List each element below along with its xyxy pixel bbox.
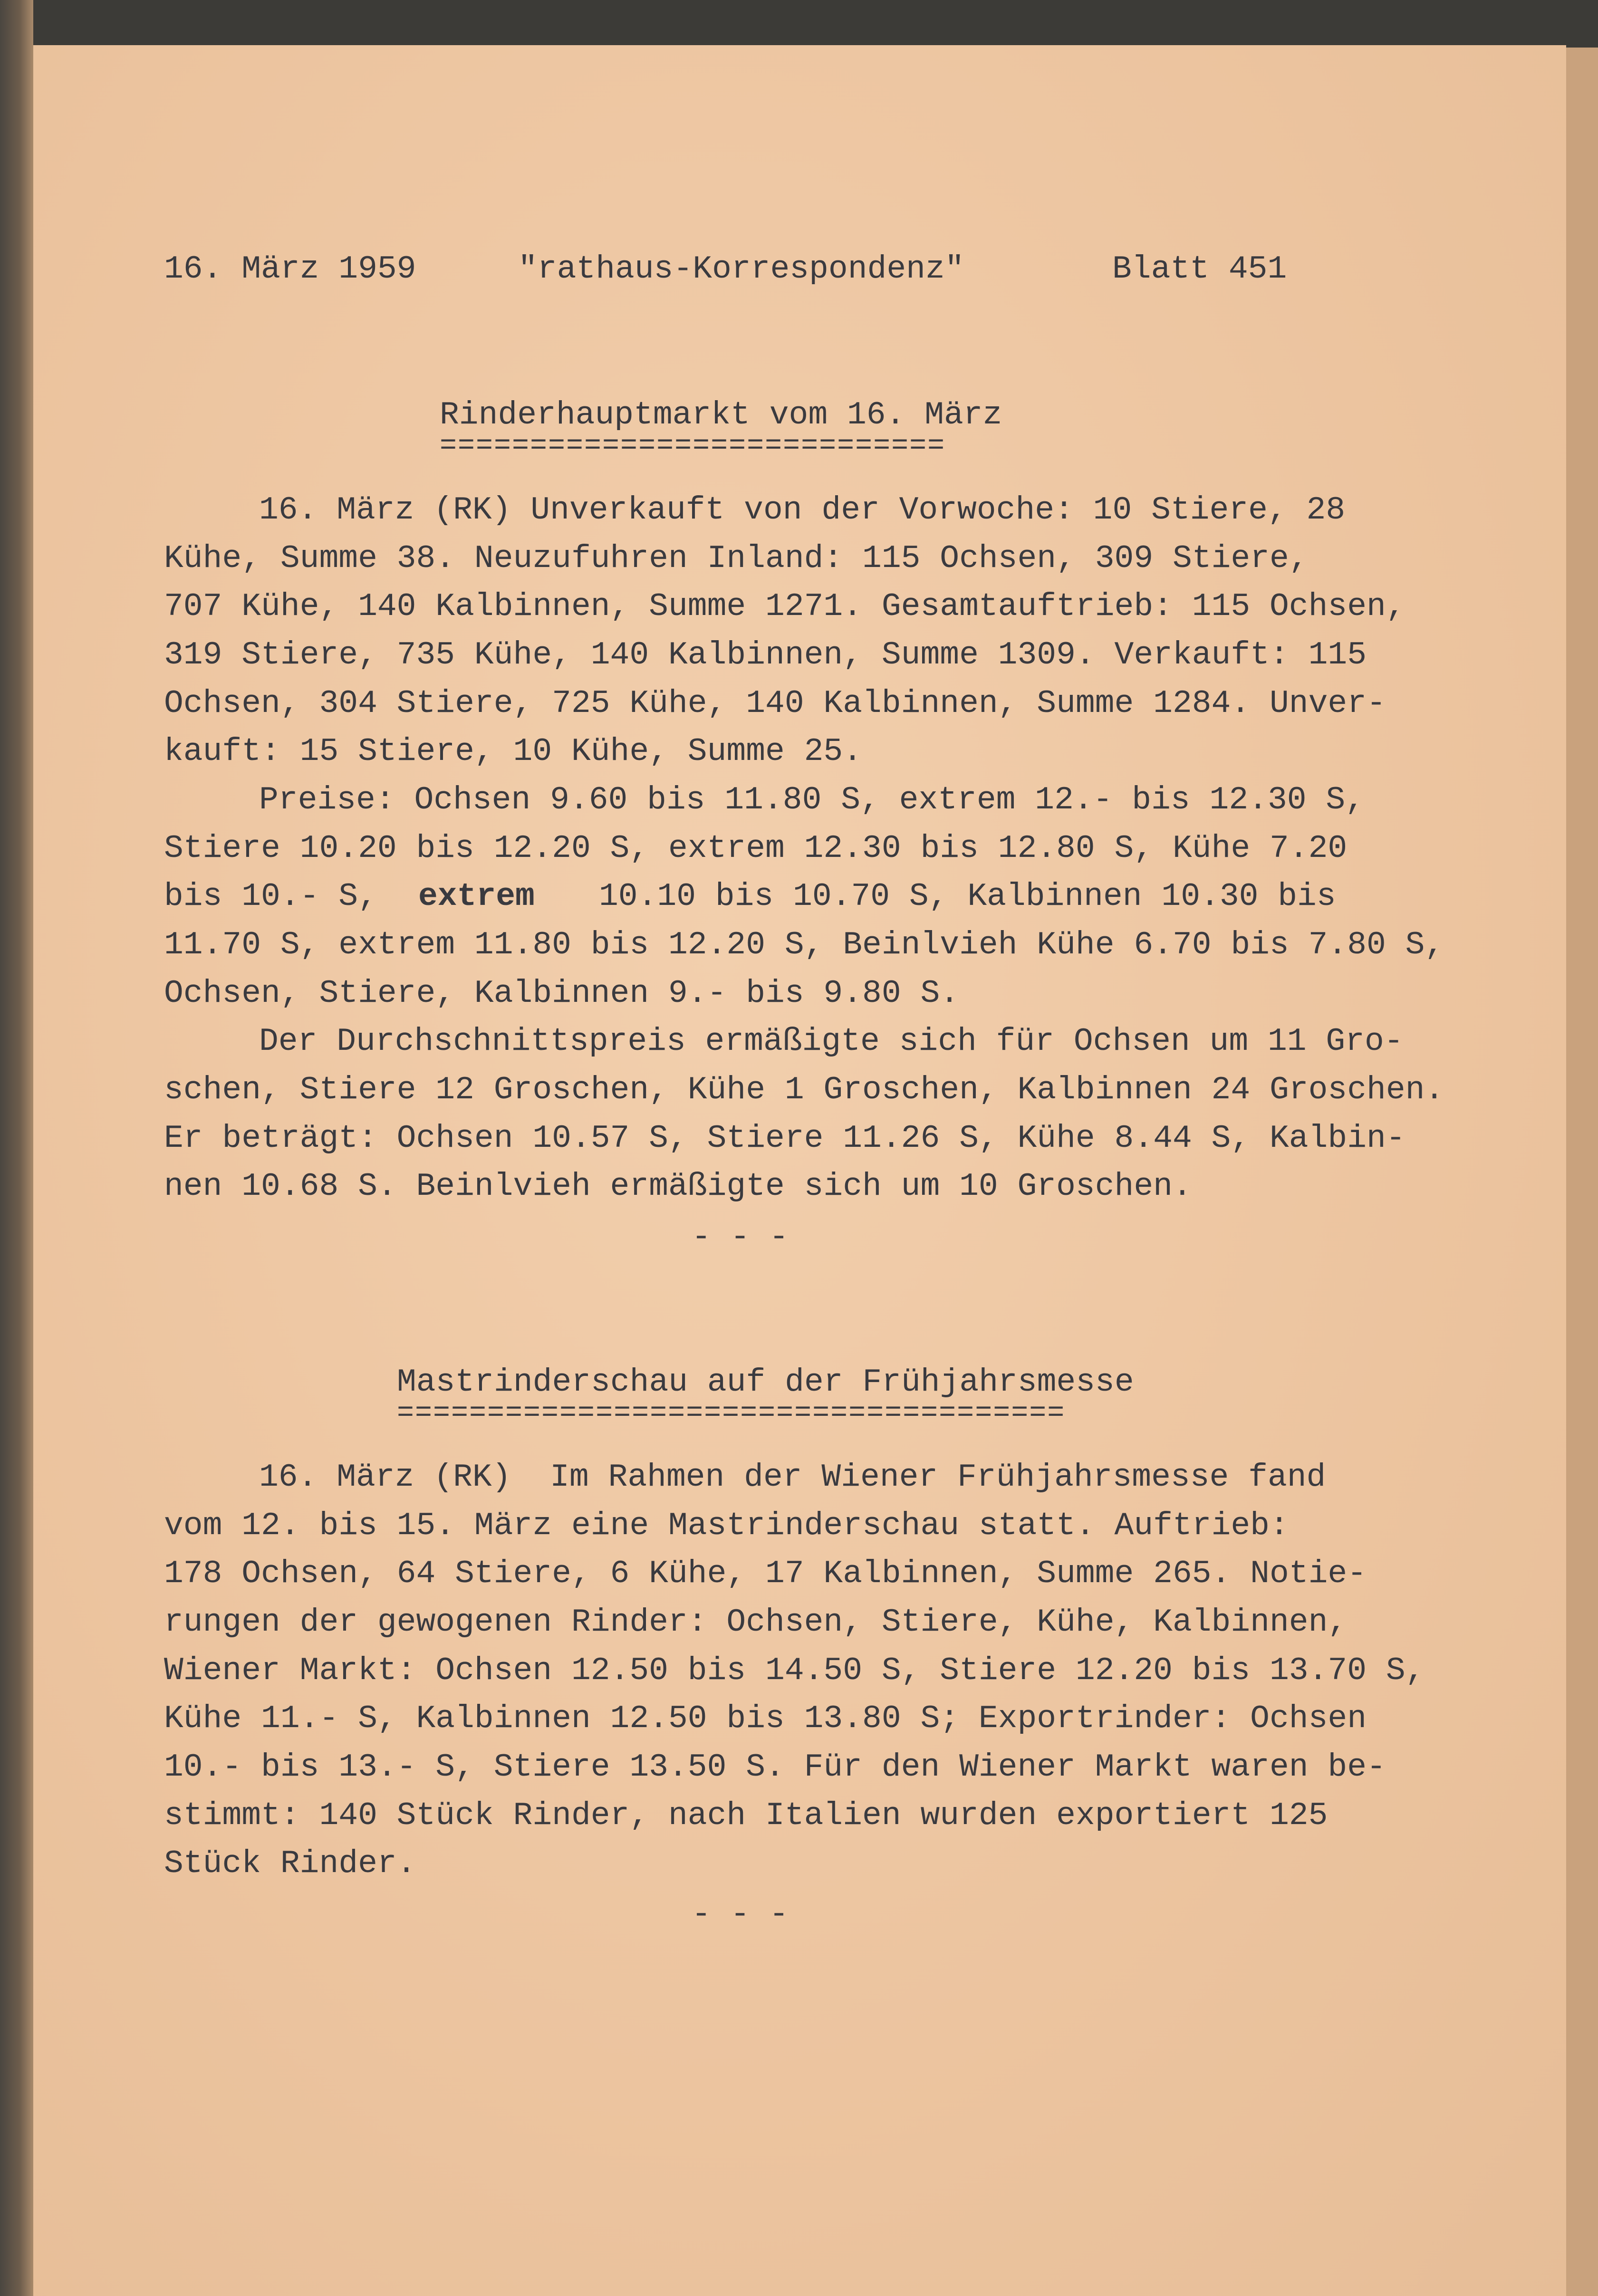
article2-line: 10.- bis 13.- S, Stiere 13.50 S. Für den Wiener Markt waren be- [164, 1749, 1386, 1786]
article1-line: 11.70 S, extrem 11.80 bis 12.20 S, Beinlvieh Kühe 6.70 bis 7.80 S, [164, 927, 1444, 963]
header-publication: "rathaus-Korrespondenz" [518, 251, 964, 288]
article1-separator: - - - [692, 1219, 789, 1256]
article2-title-underline: ===================================== [397, 1397, 1066, 1430]
article1-line-bold-extrem: extrem [418, 878, 535, 915]
article2-line: 178 Ochsen, 64 Stiere, 6 Kühe, 17 Kalbinnen, Summe 265. Notie- [164, 1556, 1367, 1592]
article1-line: Preise: Ochsen 9.60 bis 11.80 S, extrem 12.- bis 12.30 S, [259, 782, 1365, 818]
article2-line: 16. März (RK) Im Rahmen der Wiener Frühjahrsmesse fand [259, 1459, 1326, 1496]
article1-line: 16. März (RK) Unverkauft von der Vorwoche: 10 Stiere, 28 [259, 492, 1346, 528]
article1-line: nen 10.68 S. Beinlvieh ermäßigte sich um 10 Groschen. [164, 1168, 1192, 1205]
article1-line: schen, Stiere 12 Groschen, Kühe 1 Groschen, Kalbinnen 24 Groschen. [164, 1072, 1444, 1108]
article2-line: vom 12. bis 15. März eine Mastrinderschau statt. Auftrieb: [164, 1508, 1289, 1544]
article1-line: bis 10.- S, [164, 878, 377, 915]
scan-background-top [0, 0, 1598, 52]
article2-line: Stück Rinder. [164, 1845, 416, 1882]
binding-gutter [0, 0, 33, 2296]
article2-line: Kühe 11.- S, Kalbinnen 12.50 bis 13.80 S; Exportrinder: Ochsen [164, 1700, 1367, 1737]
article1-line: Stiere 10.20 bis 12.20 S, extrem 12.30 bis 12.80 S, Kühe 7.20 [164, 830, 1348, 867]
article2-line: stimmt: 140 Stück Rinder, nach Italien wurden exportiert 125 [164, 1797, 1328, 1834]
article1-line: Er beträgt: Ochsen 10.57 S, Stiere 11.26 S, Kühe 8.44 S, Kalbin- [164, 1120, 1405, 1157]
article1-line: kauft: 15 Stiere, 10 Kühe, Summe 25. [164, 733, 863, 770]
article1-line: Kühe, Summe 38. Neuzufuhren Inland: 115 Ochsen, 309 Stiere, [164, 540, 1309, 577]
article1-line: Ochsen, 304 Stiere, 725 Kühe, 140 Kalbinnen, Summe 1284. Unver- [164, 685, 1386, 722]
article2-separator: - - - [692, 1896, 789, 1933]
header-date: 16. März 1959 [164, 251, 416, 288]
header-sheet-number: Blatt 451 [1112, 251, 1287, 288]
article1-line: 707 Kühe, 140 Kalbinnen, Summe 1271. Gesamtauftrieb: 115 Ochsen, [164, 588, 1405, 625]
article1-line: 319 Stiere, 735 Kühe, 140 Kalbinnen, Summe 1309. Verkauft: 115 [164, 637, 1367, 673]
article1-title-underline: ============================ [440, 430, 946, 462]
article2-line: Wiener Markt: Ochsen 12.50 bis 14.50 S, Stiere 12.20 bis 13.70 S, [164, 1652, 1425, 1689]
article2-line: rungen der gewogenen Rinder: Ochsen, Stiere, Kühe, Kalbinnen, [164, 1604, 1348, 1641]
article1-line: Der Durchschnittspreis ermäßigte sich für Ochsen um 11 Gro- [259, 1023, 1404, 1060]
article1-title: Rinderhauptmarkt vom 16. März [440, 397, 1002, 433]
article1-line: Ochsen, Stiere, Kalbinnen 9.- bis 9.80 S. [164, 975, 960, 1012]
article1-line: 10.10 bis 10.70 S, Kalbinnen 10.30 bis [599, 878, 1336, 915]
article2-title: Mastrinderschau auf der Frühjahrsmesse [397, 1364, 1134, 1401]
